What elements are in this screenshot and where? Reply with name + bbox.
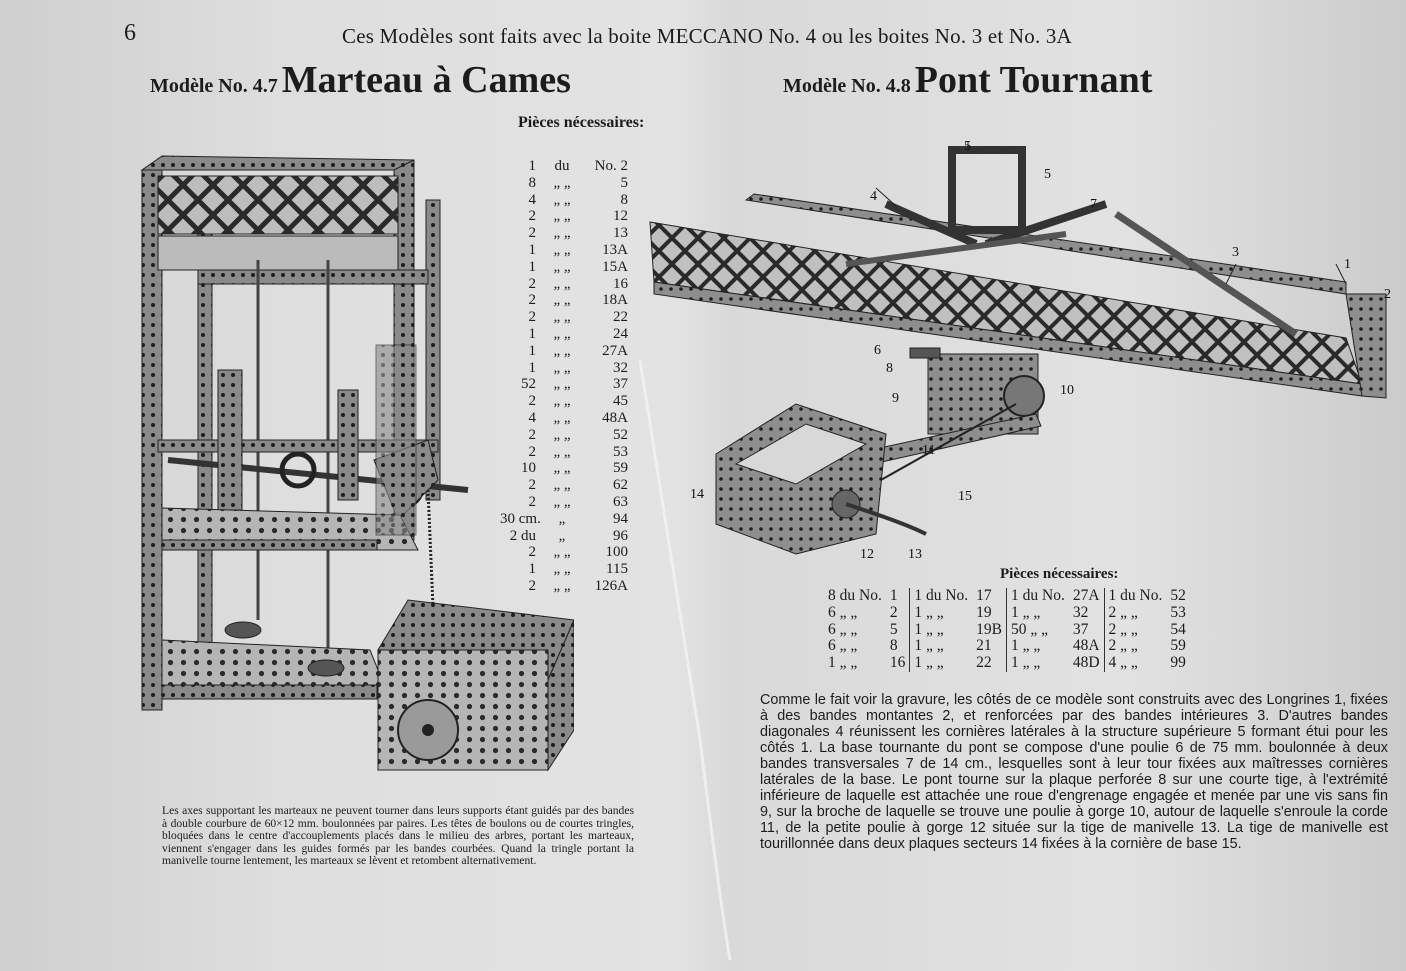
pieces-cell-u: „ „ <box>553 426 571 443</box>
pieces-table-cell: 1 du No. <box>914 587 969 604</box>
pieces-row <box>500 376 628 393</box>
pieces-row <box>500 410 628 427</box>
label-8: 8 <box>886 361 893 376</box>
pieces-row <box>500 511 628 528</box>
pieces-table-cell: 1 „ „ <box>1011 603 1041 621</box>
pieces-row <box>500 175 628 192</box>
pieces-cell-n: 32 <box>613 359 628 376</box>
pieces-cell-u: „ „ <box>553 460 571 477</box>
pieces-row <box>500 192 628 209</box>
model-47-caption: Les axes supportant les marteaux ne peuvent tourner dans leurs supports étant guidés par des bandes à double courbure de 60×12 mm. boulonnées par paires. Les têtes de boulons ou de courtes tringles, bloquées dans le centre d'accouplements placés dans le milieu des arbres, portant les marteaux, viennent s'engager dans les guides formés par les bandes courbées. Quand la tringle portant la manivelle tourne lentement, les marteaux se lèvent et retombent alternativement. <box>162 804 634 867</box>
model-47-name: Marteau à Cames <box>281 59 571 101</box>
pieces-cell-u: „ „ <box>553 208 571 225</box>
pieces-table-cell: 1 „ „ <box>914 654 944 672</box>
pieces-cell-u: „ „ <box>553 544 571 561</box>
pieces-cell-u: „ „ <box>553 493 571 510</box>
pieces-table-cell: 1 „ „ <box>914 620 944 638</box>
pieces-cell-u: „ „ <box>553 409 571 426</box>
pieces-cell-u: „ „ <box>553 443 571 460</box>
pieces-table-cell: 6 „ „ <box>828 620 858 638</box>
pieces-cell-n: 5 <box>620 174 628 191</box>
pieces-cell-n: 115 <box>606 561 628 578</box>
pieces-cell-q: 2 <box>528 275 536 292</box>
pieces-table-cell: 27A <box>1069 588 1104 605</box>
pieces-cell-q: 30 cm. <box>500 510 541 527</box>
paper-crease <box>620 360 740 960</box>
model-48-description: Comme le fait voir la gravure, les côtés de ce modèle sont construits avec des Longrines 1, fixées à des bandes montantes 2, et renforcées par des bandes intérieures 3. D'autres bandes diagonales 4 réunissent les cornières latérales à la structure supérieure 5 formant étui pour les côtés 1. La base tournante du pont se compose d'une poulie 6 de 75 mm. boulonnée à deux bandes transversales 7 de 14 cm., lesquelles sont à leur tour fixées aux maîtresses cornières latérales de la base. Le pont tourne sur la plaque perforée 8 sur une courte tige, à l'extrémité inférieure de laquelle est attachée une roue d'engrenage engagée et menée par une vis sans fin 9, sur la broche de laquelle se trouve une poulie à gorge 10, autour de laquelle s'enroule la corde 11, de la petite poulie à gorge 12 située sur la tige de manivelle 13. La tige de manivelle est tourillonnée dans deux plaques secteurs 14 fixées à la cornière de base 15. <box>760 692 1388 852</box>
pieces-cell-q: 1 <box>528 258 536 275</box>
pieces-table-row <box>824 655 1190 672</box>
page-number: 6 <box>124 20 136 46</box>
pieces-table-cell: 19 <box>972 605 1006 622</box>
pieces-cell-n: 15A <box>602 258 628 275</box>
pieces-cell-q: 1 <box>528 158 536 174</box>
pieces-cell-u: du <box>554 158 570 174</box>
model-48-pieces-title: Pièces nécessaires: <box>1000 566 1119 582</box>
label-13: 13 <box>908 547 922 562</box>
pieces-table-cell: 21 <box>972 638 1006 655</box>
pieces-cell-u: „ <box>558 527 566 544</box>
pieces-row <box>500 292 628 309</box>
pieces-table-cell: 32 <box>1069 605 1104 622</box>
pieces-cell-u: „ „ <box>553 393 571 410</box>
pieces-row <box>500 477 628 494</box>
pieces-cell-u: „ „ <box>553 309 571 326</box>
pieces-cell-q: 10 <box>521 460 536 477</box>
pieces-cell-q: 2 <box>528 208 536 225</box>
pieces-row <box>500 494 628 511</box>
pieces-row <box>500 343 628 360</box>
pieces-cell-q: 2 <box>528 292 536 309</box>
pieces-table-cell: 19B <box>972 622 1006 639</box>
pieces-cell-u: „ „ <box>553 191 571 208</box>
pieces-table-cell: 4 „ „ <box>1108 654 1138 672</box>
label-1: 1 <box>1344 257 1351 272</box>
pieces-table-cell: 22 <box>972 655 1006 672</box>
pieces-cell-q: 1 <box>528 342 536 359</box>
pieces-table-cell: 1 „ „ <box>828 654 858 672</box>
pieces-table-cell: 1 du No. <box>1108 587 1163 604</box>
pieces-table-cell: 2 <box>886 605 910 622</box>
pieces-cell-u: „ „ <box>553 258 571 275</box>
pieces-cell-u: „ „ <box>553 292 571 309</box>
pieces-cell-q: 2 <box>528 544 536 561</box>
model-48-name: Pont Tournant <box>914 59 1153 101</box>
pieces-cell-n: 16 <box>613 275 628 292</box>
pieces-row <box>500 309 628 326</box>
pieces-cell-q: 2 <box>528 393 536 410</box>
pieces-cell-q: 2 <box>528 426 536 443</box>
pieces-cell-n: 52 <box>613 426 628 443</box>
pieces-table-cell: 5 <box>886 622 910 639</box>
pieces-cell-u: „ „ <box>553 359 571 376</box>
pieces-cell-q: 2 <box>528 493 536 510</box>
pieces-cell-q: 4 <box>528 409 536 426</box>
pieces-table-row <box>824 605 1190 622</box>
pieces-cell-n: 48A <box>602 409 628 426</box>
pieces-row <box>500 326 628 343</box>
pieces-cell-u: „ „ <box>553 241 571 258</box>
pieces-cell-n: 62 <box>613 477 628 494</box>
model-48-title <box>783 58 1152 102</box>
pieces-row <box>500 225 628 242</box>
pieces-cell-n: 18A <box>602 292 628 309</box>
pieces-cell-q: 2 <box>528 225 536 242</box>
pieces-table-cell: 8 <box>886 638 910 655</box>
model-48-prefix: Modèle No. 4.8 <box>783 75 911 97</box>
pieces-cell-n: 37 <box>613 376 628 393</box>
pieces-table-cell: 48D <box>1069 655 1104 672</box>
pieces-row <box>500 444 628 461</box>
label-2: 2 <box>1384 287 1391 302</box>
pieces-cell-q: 1 <box>528 325 536 342</box>
pieces-cell-n: 53 <box>613 443 628 460</box>
pieces-row <box>500 427 628 444</box>
pieces-table-cell: 8 du No. <box>828 587 882 604</box>
pieces-table-cell: 1 du No. <box>1011 587 1065 604</box>
pieces-row <box>500 276 628 293</box>
pieces-cell-q: 2 <box>528 309 536 326</box>
pieces-row <box>500 561 628 578</box>
pieces-row <box>500 460 628 477</box>
pieces-cell-n: 8 <box>620 191 628 208</box>
pieces-cell-u: „ „ <box>553 174 571 191</box>
model-47-pieces-title: Pièces nécessaires: <box>518 114 645 131</box>
pieces-cell-u: „ „ <box>553 342 571 359</box>
pieces-table-cell: 59 <box>1170 637 1186 655</box>
pieces-table-cell: 54 <box>1170 620 1186 638</box>
label-4: 4 <box>870 189 877 204</box>
pieces-cell-q: 1 <box>528 561 536 578</box>
pieces-cell-q: 52 <box>521 376 536 393</box>
pieces-table-cell: 17 <box>972 588 1006 605</box>
pieces-cell-n: 22 <box>613 309 628 326</box>
label-6: 6 <box>874 343 881 358</box>
pieces-row <box>500 259 628 276</box>
pieces-cell-n: 59 <box>613 460 628 477</box>
pieces-table-cell: 1 „ „ <box>1011 637 1041 655</box>
pieces-cell-u: „ „ <box>553 225 571 242</box>
pieces-table-cell: 50 „ „ <box>1011 620 1049 638</box>
pieces-cell-q: 2 <box>528 477 536 494</box>
pieces-cell-u: „ „ <box>553 561 571 578</box>
label-5a: 5 <box>964 139 971 154</box>
pieces-table-cell: 1 „ „ <box>914 637 944 655</box>
model-47-pieces-list <box>500 158 628 595</box>
pieces-cell-q: 8 <box>528 174 536 191</box>
pieces-cell-n: 24 <box>613 325 628 342</box>
label-5b: 5 <box>1044 167 1051 182</box>
model-48-pieces-table <box>824 588 1190 672</box>
pieces-table-cell: 48A <box>1069 638 1104 655</box>
pieces-cell-q: 1 <box>528 241 536 258</box>
pieces-row <box>500 208 628 225</box>
pieces-table-cell: 2 „ „ <box>1108 637 1138 655</box>
pieces-cell-n: 12 <box>613 208 628 225</box>
pieces-row <box>500 393 628 410</box>
pieces-cell-n: 126A <box>594 577 628 594</box>
pieces-row <box>500 578 628 595</box>
pieces-row <box>500 360 628 377</box>
page-header: Ces Modèles sont faits avec la boite MECCANO No. 4 ou les boites No. 3 et No. 3A <box>342 24 1072 48</box>
pieces-table-cell: 53 <box>1170 603 1186 621</box>
swing-bridge-illustration <box>646 134 1398 564</box>
pieces-row <box>500 242 628 259</box>
label-14: 14 <box>690 487 704 502</box>
pieces-table-row <box>824 588 1190 605</box>
pieces-row <box>500 528 628 545</box>
pieces-row <box>500 544 628 561</box>
pieces-table-cell: 52 <box>1170 587 1186 604</box>
model-47-title <box>150 58 571 102</box>
pieces-cell-n: No. 2 <box>594 158 628 174</box>
pieces-cell-n: 100 <box>605 544 628 561</box>
pieces-table-cell: 2 „ „ <box>1108 603 1138 621</box>
pieces-table-cell: 37 <box>1069 622 1104 639</box>
pieces-cell-q: 2 <box>528 443 536 460</box>
pieces-cell-u: „ „ <box>553 477 571 494</box>
pieces-cell-n: 27A <box>602 342 628 359</box>
pieces-cell-n: 94 <box>613 510 628 527</box>
label-3: 3 <box>1232 245 1239 260</box>
pieces-cell-n: 13 <box>613 225 628 242</box>
pieces-cell-q: 2 <box>528 577 536 594</box>
pieces-cell-u: „ „ <box>553 376 571 393</box>
pieces-table-cell: 1 „ „ <box>1011 654 1041 672</box>
label-10: 10 <box>1060 383 1074 398</box>
pieces-cell-q: 1 <box>528 359 536 376</box>
pieces-row <box>500 158 628 175</box>
pieces-cell-n: 96 <box>613 527 628 544</box>
pieces-table-cell: 1 <box>886 588 910 605</box>
label-12: 12 <box>860 547 874 562</box>
pieces-cell-q: 2 du <box>509 527 536 544</box>
pieces-table-row <box>824 622 1190 639</box>
model-47-prefix: Modèle No. 4.7 <box>150 75 278 97</box>
pieces-table-row <box>824 638 1190 655</box>
label-15: 15 <box>958 489 972 504</box>
pieces-cell-u: „ „ <box>553 577 571 594</box>
pieces-table-cell: 2 „ „ <box>1108 620 1138 638</box>
pieces-cell-u: „ „ <box>553 275 571 292</box>
pieces-cell-n: 13A <box>602 241 628 258</box>
label-9: 9 <box>892 391 899 406</box>
pieces-cell-u: „ <box>558 510 566 527</box>
pieces-cell-u: „ „ <box>553 325 571 342</box>
pieces-table-cell: 6 „ „ <box>828 637 858 655</box>
pieces-table-cell: 16 <box>886 655 910 672</box>
pieces-cell-n: 63 <box>613 493 628 510</box>
pieces-table-cell: 99 <box>1170 654 1186 672</box>
label-7: 7 <box>1090 197 1097 212</box>
label-11: 11 <box>922 443 936 458</box>
pieces-table-cell: 1 „ „ <box>914 603 944 621</box>
pieces-table-cell: 6 „ „ <box>828 603 858 621</box>
pieces-cell-n: 45 <box>613 393 628 410</box>
pieces-cell-q: 4 <box>528 191 536 208</box>
